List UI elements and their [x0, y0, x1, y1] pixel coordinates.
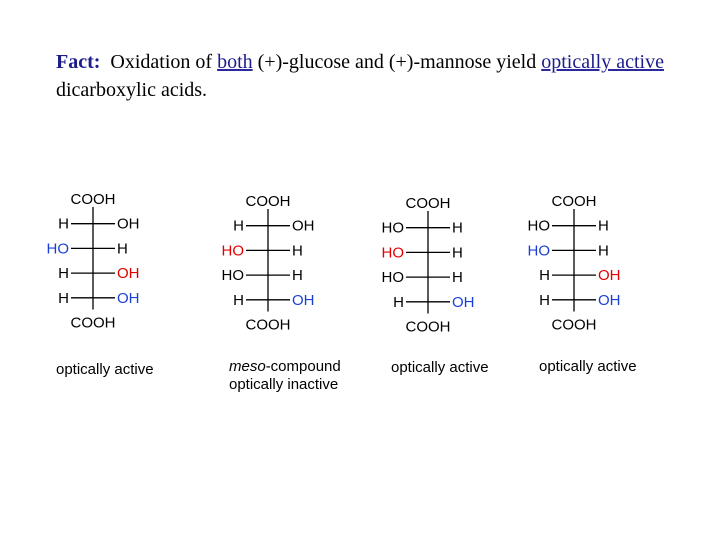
right-substituent: OH: [117, 215, 140, 233]
both-link[interactable]: both: [217, 51, 253, 73]
right-substituent: H: [292, 242, 303, 260]
right-substituent: H: [292, 267, 303, 285]
left-substituent: H: [393, 293, 404, 311]
left-substituent: H: [539, 291, 550, 309]
right-substituent: H: [598, 217, 609, 235]
left-substituent: H: [539, 267, 550, 285]
right-substituent: H: [452, 219, 463, 237]
left-substituent: H: [58, 215, 69, 233]
left-substituent: H: [233, 217, 244, 235]
cooh-top: COOH: [551, 193, 597, 210]
cooh-bottom: COOH: [70, 314, 116, 332]
optically-inactive-label: optically inactive: [229, 376, 339, 393]
right-substituent: H: [117, 240, 128, 258]
cooh-top: COOH: [245, 193, 291, 210]
caption-structure-1: optically active: [56, 361, 154, 378]
right-substituent: H: [452, 269, 463, 287]
left-substituent: HO: [527, 242, 550, 260]
cooh-bottom: COOH: [551, 316, 597, 334]
left-substituent: HO: [221, 242, 244, 260]
fischer-structure-3: [382, 195, 475, 336]
fischer-structure-2: [222, 193, 315, 334]
fact-text-3: dicarboxylic acids.: [56, 79, 208, 101]
left-substituent: HO: [221, 267, 244, 285]
cooh-bottom: COOH: [405, 318, 451, 336]
cooh-top: COOH: [70, 191, 116, 208]
caption-structure-3: optically active: [391, 359, 489, 376]
cooh-top: COOH: [405, 195, 451, 212]
right-substituent: H: [598, 242, 609, 260]
right-substituent: OH: [452, 293, 475, 311]
right-substituent: OH: [292, 217, 315, 235]
left-substituent: H: [58, 265, 69, 283]
right-substituent: OH: [117, 289, 140, 307]
cooh-bottom: COOH: [245, 316, 291, 334]
left-substituent: H: [233, 291, 244, 309]
left-substituent: HO: [381, 219, 404, 237]
left-substituent: HO: [46, 240, 69, 258]
compound-suffix: -compound: [265, 358, 341, 375]
fact-text-2: (+)-glucose and (+)-mannose yield: [257, 51, 537, 73]
right-substituent: OH: [598, 267, 621, 285]
left-substituent: H: [58, 289, 69, 307]
left-substituent: HO: [381, 269, 404, 287]
left-substituent: HO: [527, 217, 550, 235]
left-substituent: HO: [381, 244, 404, 262]
caption-structure-4: optically active: [539, 358, 637, 375]
fischer-structure-1: [47, 191, 140, 332]
right-substituent: OH: [117, 265, 140, 283]
right-substituent: OH: [292, 291, 315, 309]
right-substituent: H: [452, 244, 463, 262]
fischer-structure-4: [528, 193, 621, 334]
caption-structure-2: [229, 358, 341, 394]
optically-active-link[interactable]: optically active: [541, 51, 664, 73]
right-substituent: OH: [598, 291, 621, 309]
fact-text-1: Oxidation of: [110, 51, 213, 73]
fact-label: Fact:: [56, 51, 101, 73]
meso-prefix: meso: [229, 358, 266, 375]
